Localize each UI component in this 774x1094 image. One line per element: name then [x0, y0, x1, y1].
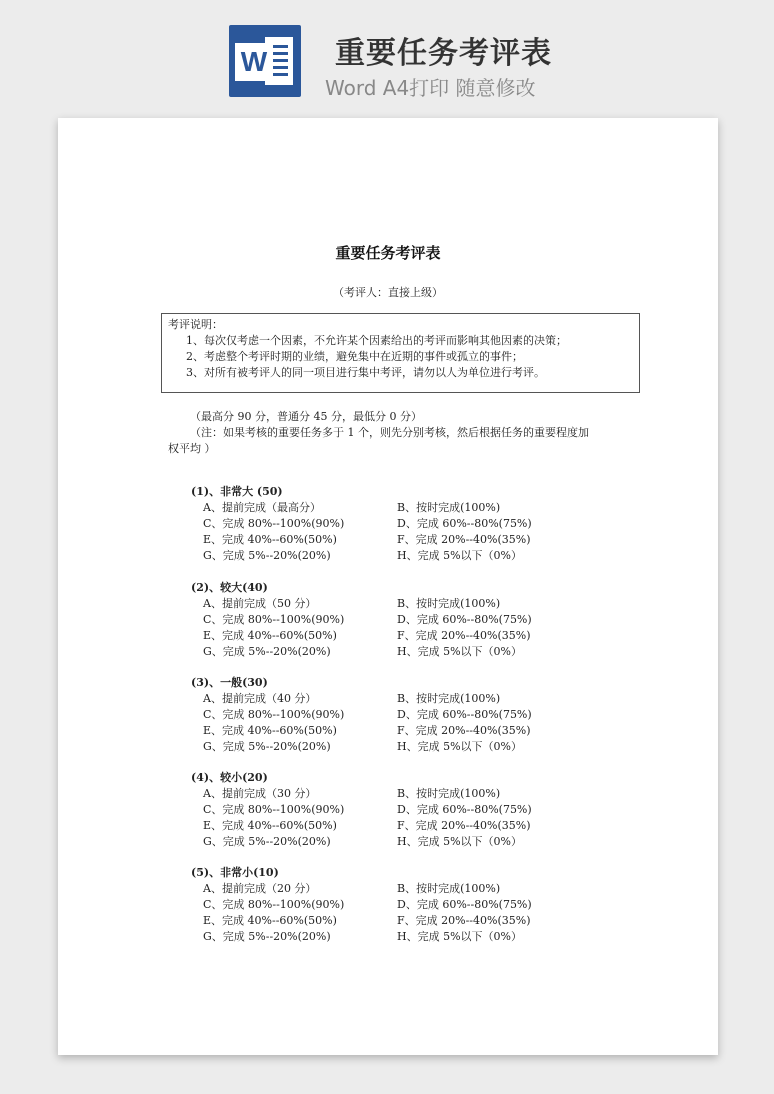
option-left: A、提前完成（30 分） [203, 787, 317, 800]
note-item: 3、对所有被考评人的同一项目进行集中考评，请勿以人为单位进行考评。 [186, 366, 545, 379]
banner-title: 重要任务考评表 [335, 36, 552, 71]
option-left: A、提前完成（20 分） [203, 882, 317, 895]
option-left: C、完成 80%--100%(90%) [203, 803, 345, 816]
option-row [191, 802, 591, 818]
option-row [191, 628, 591, 644]
grade-section [191, 580, 591, 660]
section-heading: (1)、非常大 (50) [191, 485, 283, 498]
score-explanation [168, 409, 648, 457]
option-right: B、按时完成(100%) [397, 501, 501, 514]
notes-heading: 考评说明： [168, 318, 223, 331]
section-heading: (4)、较小(20) [191, 771, 268, 784]
option-right: D、完成 60%--80%(75%) [397, 613, 532, 626]
option-right: H、完成 5%以下（0%） [397, 740, 522, 753]
option-right: B、按时完成(100%) [397, 882, 501, 895]
option-row [191, 500, 591, 516]
option-right: F、完成 20%--40%(35%) [397, 914, 531, 927]
word-logo-letter: W [235, 43, 273, 81]
option-right: F、完成 20%--40%(35%) [397, 533, 531, 546]
option-right: F、完成 20%--40%(35%) [397, 724, 531, 737]
option-left: C、完成 80%--100%(90%) [203, 613, 345, 626]
grade-section [191, 770, 591, 850]
option-right: F、完成 20%--40%(35%) [397, 819, 531, 832]
option-left: A、提前完成（50 分） [203, 597, 317, 610]
section-heading: (2)、较大(40) [191, 581, 268, 594]
option-right: H、完成 5%以下（0%） [397, 549, 522, 562]
evaluator-line: （考评人：直接上级） [333, 286, 443, 299]
score-note: （注：如果考核的重要任务多于 1 个，则先分别考核，然后根据任务的重要程度加 [190, 426, 589, 439]
banner [0, 0, 774, 118]
option-row [191, 929, 591, 945]
option-right: D、完成 60%--80%(75%) [397, 898, 532, 911]
option-right: B、按时完成(100%) [397, 692, 501, 705]
banner-subtitle: Word A4打印 随意修改 [325, 76, 536, 100]
option-right: B、按时完成(100%) [397, 787, 501, 800]
option-row [191, 818, 591, 834]
option-row [191, 644, 591, 660]
option-left: E、完成 40%--60%(50%) [203, 914, 337, 927]
option-right: H、完成 5%以下（0%） [397, 835, 522, 848]
note-item: 2、考虑整个考评时期的业绩，避免集中在近期的事件或孤立的事件； [186, 350, 523, 363]
score-note-continued: 权平均 ） [168, 442, 216, 455]
option-right: D、完成 60%--80%(75%) [397, 517, 532, 530]
score-range: （最高分 90 分，普通分 45 分，最低分 0 分） [190, 410, 422, 423]
option-right: H、完成 5%以下（0%） [397, 645, 522, 658]
option-right: D、完成 60%--80%(75%) [397, 708, 532, 721]
option-left: C、完成 80%--100%(90%) [203, 517, 345, 530]
option-row [191, 723, 591, 739]
option-right: D、完成 60%--80%(75%) [397, 803, 532, 816]
option-left: E、完成 40%--60%(50%) [203, 724, 337, 737]
option-row [191, 612, 591, 628]
option-row [191, 913, 591, 929]
document-page [58, 118, 718, 1055]
option-left: E、完成 40%--60%(50%) [203, 533, 337, 546]
option-left: G、完成 5%--20%(20%) [203, 835, 331, 848]
option-row [191, 834, 591, 850]
grade-section [191, 865, 591, 945]
option-row [191, 691, 591, 707]
grade-section [191, 675, 591, 755]
option-left: C、完成 80%--100%(90%) [203, 898, 345, 911]
option-row [191, 707, 591, 723]
option-row [191, 596, 591, 612]
option-right: B、按时完成(100%) [397, 597, 501, 610]
option-left: G、完成 5%--20%(20%) [203, 549, 331, 562]
option-left: E、完成 40%--60%(50%) [203, 819, 337, 832]
section-heading: (3)、一般(30) [191, 676, 268, 689]
option-left: G、完成 5%--20%(20%) [203, 645, 331, 658]
option-right: F、完成 20%--40%(35%) [397, 629, 531, 642]
option-left: A、提前完成（最高分） [203, 501, 321, 514]
section-heading: (5)、非常小(10) [191, 866, 279, 879]
option-row [191, 897, 591, 913]
evaluation-notes-box [161, 313, 640, 393]
option-row [191, 532, 591, 548]
option-row [191, 548, 591, 564]
option-row [191, 739, 591, 755]
option-left: G、完成 5%--20%(20%) [203, 930, 331, 943]
option-left: C、完成 80%--100%(90%) [203, 708, 345, 721]
option-row [191, 786, 591, 802]
grade-section [191, 484, 591, 564]
document-title: 重要任务考评表 [335, 244, 441, 262]
option-row [191, 516, 591, 532]
option-left: G、完成 5%--20%(20%) [203, 740, 331, 753]
option-right: H、完成 5%以下（0%） [397, 930, 522, 943]
option-left: E、完成 40%--60%(50%) [203, 629, 337, 642]
option-left: A、提前完成（40 分） [203, 692, 317, 705]
note-item: 1、每次仅考虑一个因素，不允许某个因素给出的考评而影响其他因素的决策； [186, 334, 567, 347]
word-logo-icon [229, 25, 301, 97]
option-row [191, 881, 591, 897]
